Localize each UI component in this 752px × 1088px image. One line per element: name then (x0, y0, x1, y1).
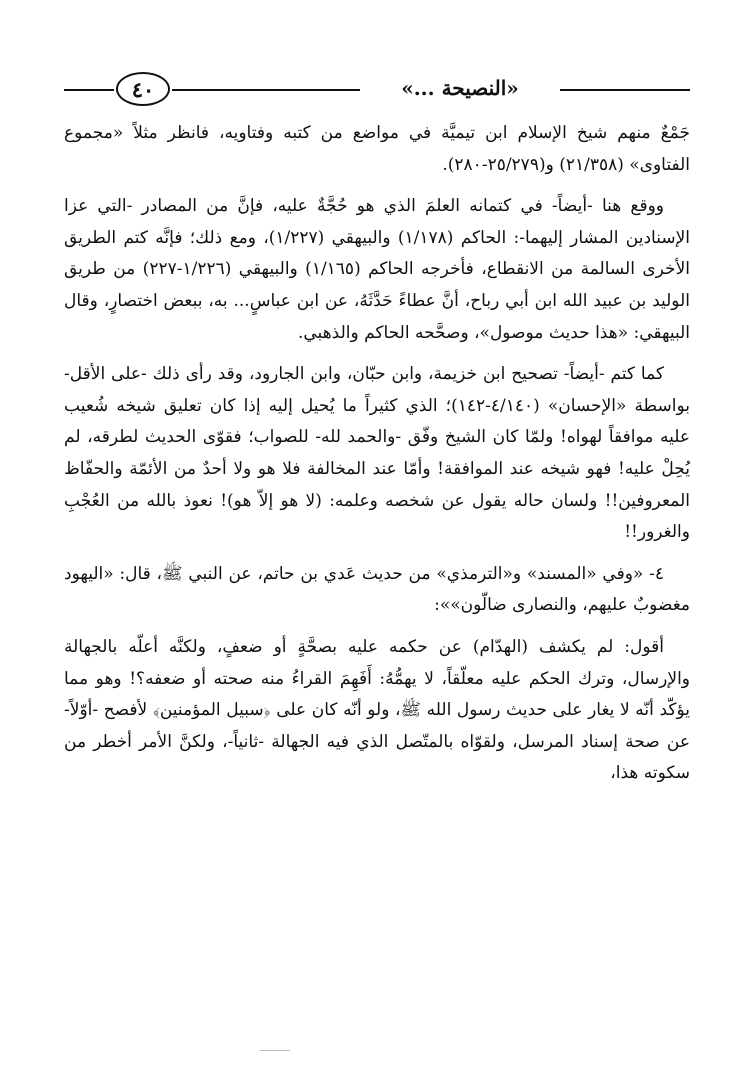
footer-mark (260, 1050, 290, 1051)
header-rule-left (64, 89, 114, 91)
page-number-badge (116, 72, 170, 106)
paragraph-2: ووقع هنا -أيضاً- في كتمانه العلمَ الذي هو حُجَّةٌ عليه، فإنَّ من المصادر -التي عزا الإسنادين المشار إليهما-: الحاكم (١/١٧٨) والبيهقي (١/٢٢٧)، ومع ذلك؛ فإنَّه كتم الطريق الأخرى السالمة من الانقطاع، فأخرجه الحاكم (١/١٦٥) والبيهقي (١/٢٢٦-٢٢٧) من طريق الوليد بن عبيد الله ابن أبي رباح، أنَّ عطاءً حَدَّثَهُ، عن ابن عباسٍ... به، ببعض اختصارٍ، وقال البيهقي: «هذا حديث موصول»، وصحَّحه الحاكم والذهبي. (64, 196, 690, 343)
paragraph-1: جَمْعٌ منهم شيخ الإسلام ابن تيميَّة في مواضع من كتبه وفتاويه، فانظر مثلاً «مجموع الفتاوى» (٢١/٣٥٨) و(٢٥/٢٧٩-٢٨٠). (64, 123, 690, 175)
header-rule-middle (172, 89, 360, 91)
page-header (64, 64, 690, 114)
paragraph-4: ٤- «وفي «المسند» و«الترمذي» من حديث عَدي بن حاتم، عن النبي ﷺ، قال: «اليهود مغضوبٌ عليهم، والنصارى ضالّون»»: (64, 563, 690, 616)
page-body (64, 118, 690, 800)
paragraph-5: أقول: لم يكشف (الهدّام) عن حكمه عليه بصحَّةٍ أو ضعفٍ، ولكنَّه أعلّه بالجهالة والإرسال، وترك الحكم عليه معلّقاً، لا يهمُّهُ: أَفَهِمَ القراءُ منه صحته أو ضعفه؟! وهو مما يؤكّد أنّه لا يغار على حديث رسول الله ﷺ، ولو أنّه كان على ﴿سبيل المؤمنين﴾ لأفصح -أوّلاً- عن صحة إسناد المرسل، ولقوّاه بالمتّصل الذي فيه الجهالة -ثانياً-، ولكنَّ الأمر أخطر من سكوته هذا، (64, 636, 690, 784)
document-page (64, 64, 690, 1044)
header-rule-right (560, 89, 690, 91)
page-number: ٤٠ (131, 76, 155, 102)
paragraph-3: كما كتم -أيضاً- تصحيح ابن خزيمة، وابن حبّان، وابن الجارود، وقد رأى ذلك -على الأقل- بواسطة «الإحسان» (٤/١٤٠-١٤٢)؛ الذي كثيراً ما يُحيل إليه إذا كان تعليق شيخه شُعيب عليه موافقاً لهواه! ولمّا كان الشيخ وفّق -والحمد لله- للصواب؛ فقوّى الحديث لطرقه، لم يُحِلْ عليه! فهو شيخه عند الموافقة! وأمّا عند المخالفة فلا هو ولا أحدٌ من الأئمّة والحفّاظ المعروفين!! ولسان حاله يقول عن شخصه وعلمه: (لا هو إلاّ هو)! نعوذ بالله من العُجْبِ والغرور!! (64, 364, 690, 543)
running-title: «النصيحة ...» (401, 76, 519, 100)
